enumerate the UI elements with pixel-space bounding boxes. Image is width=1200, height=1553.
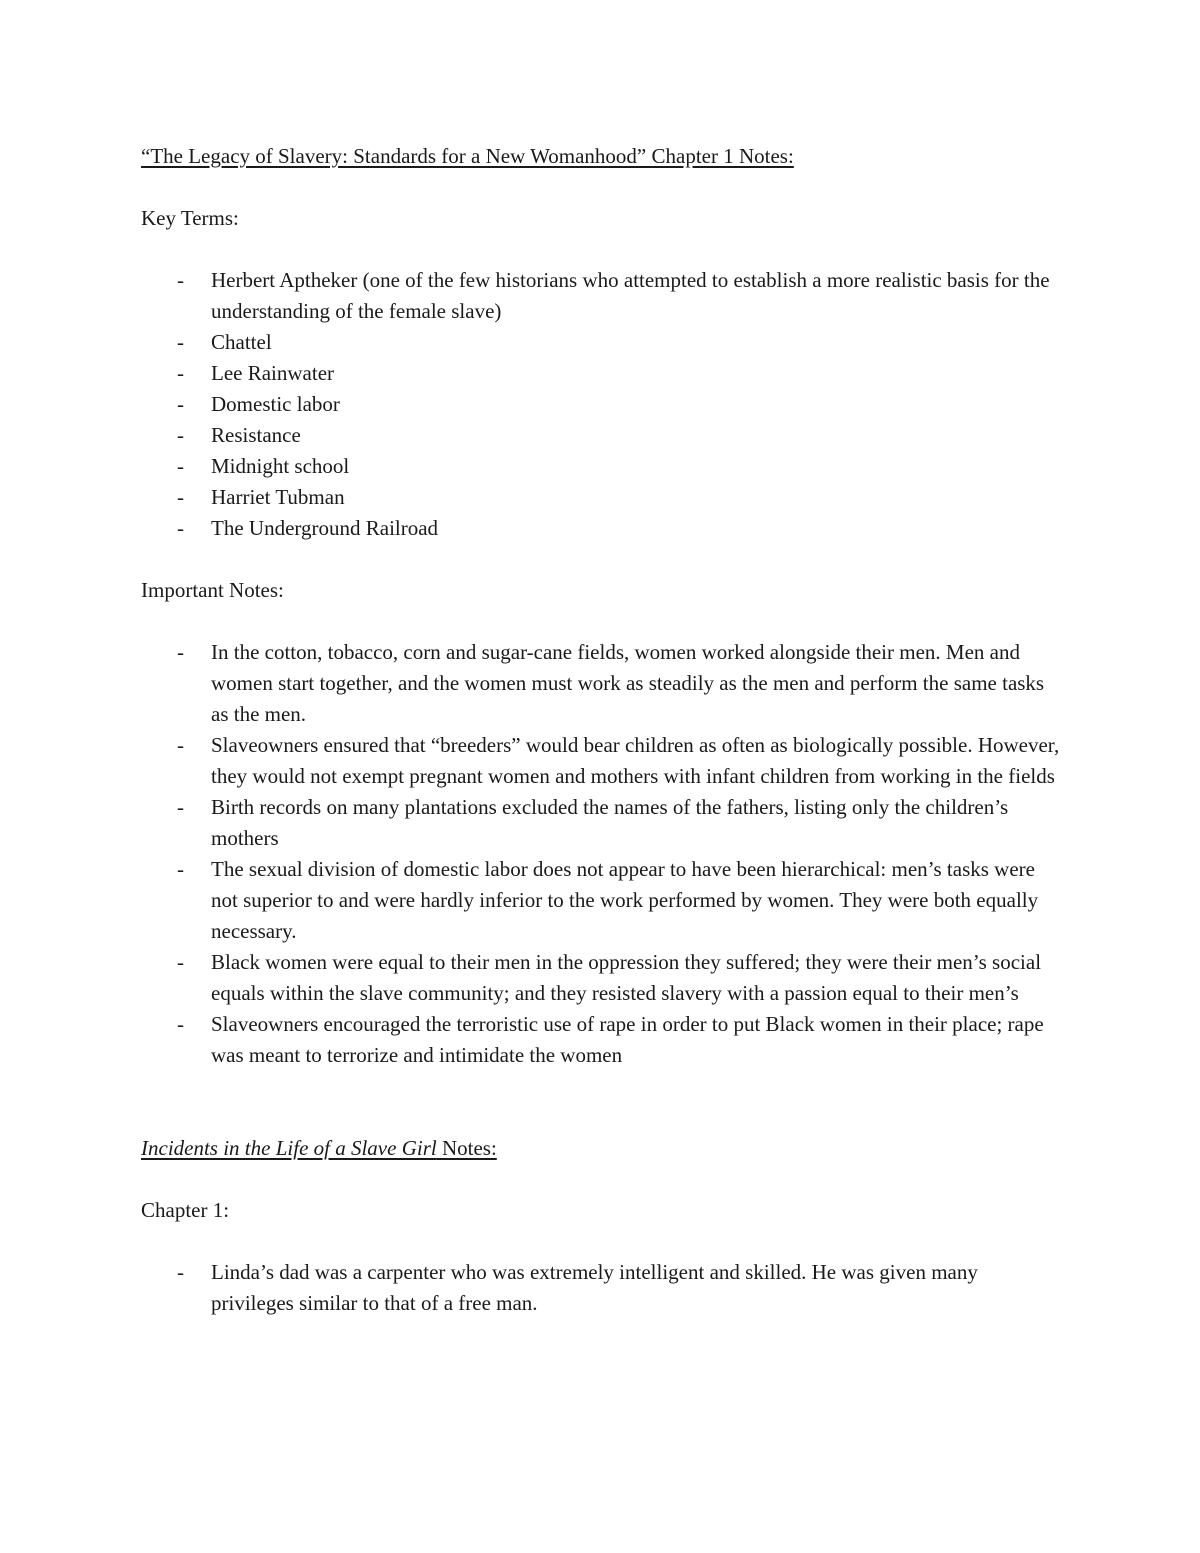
list-item: - The Underground Railroad: [141, 513, 1061, 544]
list-item: - Birth records on many plantations excluded the names of the fathers, listing only the children’s mothers: [141, 792, 1061, 854]
key-terms-list: [141, 265, 1061, 544]
list-item: - In the cotton, tobacco, corn and sugar-cane fields, women worked alongside their men. Men and women start together, and the women must work as steadily as the men and perform the same tasks as the men.: [141, 637, 1061, 730]
notes-label: Notes:: [436, 1136, 497, 1160]
list-item: - Midnight school: [141, 451, 1061, 482]
list-item: - Slaveowners ensured that “breeders” would bear children as often as biologically possible. However, they would not exempt pregnant women and mothers with infant children from working in the fields: [141, 730, 1061, 792]
list-item: - Lee Rainwater: [141, 358, 1061, 389]
list-item: - Slaveowners encouraged the terroristic use of rape in order to put Black women in their place; rape was meant to terrorize and intimidate the women: [141, 1009, 1061, 1071]
list-item: - Resistance: [141, 420, 1061, 451]
list-item: - Black women were equal to their men in the oppression they suffered; they were their men’s social equals within the slave community; and they resisted slavery with a passion equal to their men’s: [141, 947, 1061, 1009]
list-item: - The sexual division of domestic labor does not appear to have been hierarchical: men’s tasks were not superior to and were hardly inferior to the work performed by women. They were both equally necessary.: [141, 854, 1061, 947]
section-title: “The Legacy of Slavery: Standards for a New Womanhood” Chapter 1 Notes:: [141, 144, 794, 168]
important-notes-list: [141, 637, 1061, 1071]
incidents-section-title: [141, 1133, 1061, 1164]
book-title: Incidents in the Life of a Slave Girl: [141, 1136, 437, 1160]
document-page: [141, 141, 1061, 1319]
chapter-notes-list: [141, 1257, 1061, 1319]
important-notes-heading: Important Notes:: [141, 578, 284, 602]
list-item: - Chattel: [141, 327, 1061, 358]
key-terms-heading: Key Terms:: [141, 206, 239, 230]
list-item: - Harriet Tubman: [141, 482, 1061, 513]
list-item: - Domestic labor: [141, 389, 1061, 420]
list-item: - Herbert Aptheker (one of the few historians who attempted to establish a more realistic basis for the understanding of the female slave): [141, 265, 1061, 327]
list-item: - Linda’s dad was a carpenter who was extremely intelligent and skilled. He was given many privileges similar to that of a free man.: [141, 1257, 1061, 1319]
chapter-heading: Chapter 1:: [141, 1198, 230, 1222]
